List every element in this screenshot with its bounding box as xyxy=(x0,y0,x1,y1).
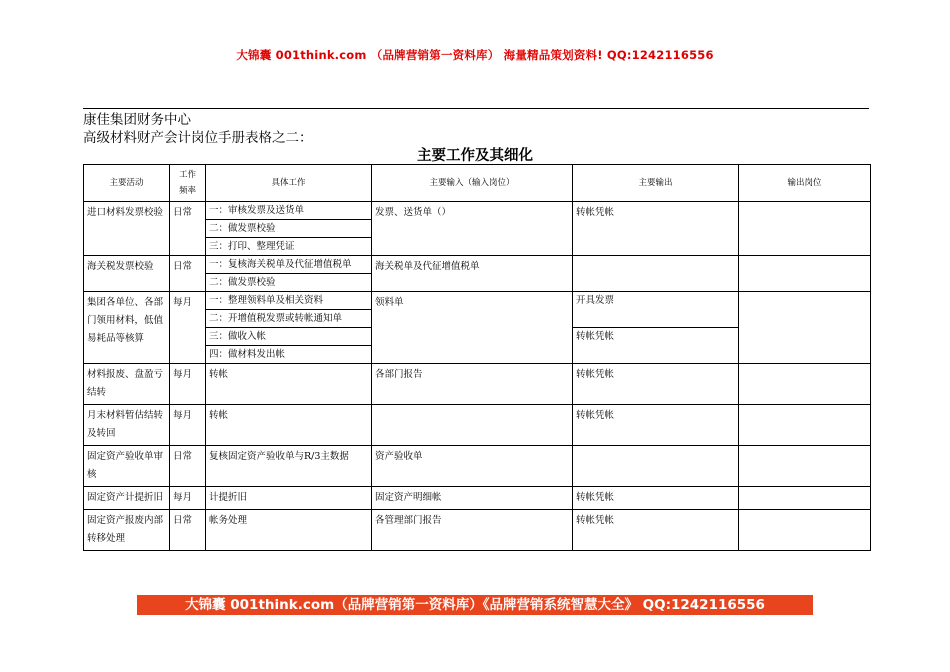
col-header-frequency-line1: 工作 xyxy=(178,170,196,180)
table-row xyxy=(84,202,871,256)
cell-input: 固定资产明细帐 xyxy=(372,487,573,510)
cell-input: 各管理部门报告 xyxy=(372,510,573,551)
cell-activity: 集团各单位、各部门领用材料，低值易耗品等核算 xyxy=(84,292,170,364)
col-header-frequency xyxy=(170,165,206,202)
cell-post xyxy=(739,405,871,446)
cell-output xyxy=(573,292,739,364)
cell-post xyxy=(739,256,871,292)
cell-activity: 固定资产验收单审核 xyxy=(84,446,170,487)
cell-input: 领料单 xyxy=(372,292,573,364)
output-item: 转帐凭帐 xyxy=(573,327,738,363)
task-item: 四：做材料发出帐 xyxy=(206,345,371,363)
cell-activity: 海关税发票校验 xyxy=(84,256,170,292)
task-item: 三：做收入帐 xyxy=(206,327,371,345)
col-header-input: 主要输入（输入岗位） xyxy=(372,165,573,202)
cell-output: 转帐凭帐 xyxy=(573,487,739,510)
top-banner: 大锦囊 001think.com （品牌营销第一资料库） 海量精品策划资料! QQ:1242116556 xyxy=(236,48,714,62)
task-item: 一：整理领料单及相关资料 xyxy=(209,295,324,306)
output-item: 开具发票 xyxy=(576,295,615,306)
task-item: 一：复核海关税单及代征增值税单 xyxy=(209,259,352,270)
table-row xyxy=(84,446,871,487)
cell-output xyxy=(573,446,739,487)
cell-post xyxy=(739,446,871,487)
cell-activity: 月末材料暂估结转及转回 xyxy=(84,405,170,446)
cell-activity: 固定资产计提折旧 xyxy=(84,487,170,510)
cell-frequency: 日常 xyxy=(170,202,206,256)
cell-frequency: 每月 xyxy=(170,364,206,405)
table-row xyxy=(84,292,871,364)
cell-tasks xyxy=(206,202,372,256)
cell-input: 资产验收单 xyxy=(372,446,573,487)
cell-tasks xyxy=(206,292,372,364)
org-name: 康佳集团财务中心 xyxy=(83,112,191,128)
cell-frequency: 每月 xyxy=(170,405,206,446)
cell-output: 转帐凭帐 xyxy=(573,510,739,551)
document-subtitle: 高级材料财产会计岗位手册表格之二： xyxy=(83,130,313,146)
cell-post xyxy=(739,487,871,510)
cell-post xyxy=(739,292,871,364)
cell-input xyxy=(372,405,573,446)
col-header-post: 输出岗位 xyxy=(739,165,871,202)
bottom-banner[interactable]: 大锦囊 001think.com（品牌营销第一资料库）《品牌营销系统智慧大全》 QQ:1242116556 xyxy=(137,595,813,615)
table-title: 主要工作及其细化 xyxy=(417,148,533,164)
cell-output: 转帐凭帐 xyxy=(573,202,739,256)
col-header-output: 主要输出 xyxy=(573,165,739,202)
cell-input: 海关税单及代征增值税单 xyxy=(372,256,573,292)
cell-post xyxy=(739,364,871,405)
task-item: 二：开增值税发票或转帐通知单 xyxy=(206,309,371,327)
table-header-row xyxy=(84,165,871,202)
task-item: 二：做发票校验 xyxy=(206,219,371,237)
cell-activity: 材料报废、盘盈亏结转 xyxy=(84,364,170,405)
cell-output: 转帐凭帐 xyxy=(573,364,739,405)
cell-tasks: 复核固定资产验收单与R/3主数据 xyxy=(206,446,372,487)
table-row xyxy=(84,405,871,446)
cell-activity: 进口材料发票校验 xyxy=(84,202,170,256)
task-item: 一：审核发票及送货单 xyxy=(209,205,305,216)
cell-tasks: 转帐 xyxy=(206,364,372,405)
cell-tasks: 帐务处理 xyxy=(206,510,372,551)
cell-frequency: 日常 xyxy=(170,446,206,487)
cell-tasks xyxy=(206,256,372,292)
cell-input: 发票、送货单（） xyxy=(372,202,573,256)
cell-input: 各部门报告 xyxy=(372,364,573,405)
work-table xyxy=(83,164,871,551)
cell-frequency: 日常 xyxy=(170,510,206,551)
cell-post xyxy=(739,202,871,256)
cell-output: 转帐凭帐 xyxy=(573,405,739,446)
cell-frequency: 日常 xyxy=(170,256,206,292)
table-row xyxy=(84,487,871,510)
col-header-tasks: 具体工作 xyxy=(206,165,372,202)
cell-tasks: 计提折旧 xyxy=(206,487,372,510)
cell-frequency: 每月 xyxy=(170,292,206,364)
header-rule xyxy=(83,108,869,109)
cell-activity: 固定资产报废内部转移处理 xyxy=(84,510,170,551)
cell-frequency: 每月 xyxy=(170,487,206,510)
cell-post xyxy=(739,510,871,551)
table-row xyxy=(84,364,871,405)
table-row xyxy=(84,256,871,292)
task-item: 三：打印、整理凭证 xyxy=(206,237,371,255)
col-header-activity: 主要活动 xyxy=(84,165,170,202)
col-header-frequency-line2: 频率 xyxy=(178,186,196,196)
table-row xyxy=(84,510,871,551)
cell-tasks: 转帐 xyxy=(206,405,372,446)
task-item: 二：做发票校验 xyxy=(206,273,371,291)
cell-output xyxy=(573,256,739,292)
